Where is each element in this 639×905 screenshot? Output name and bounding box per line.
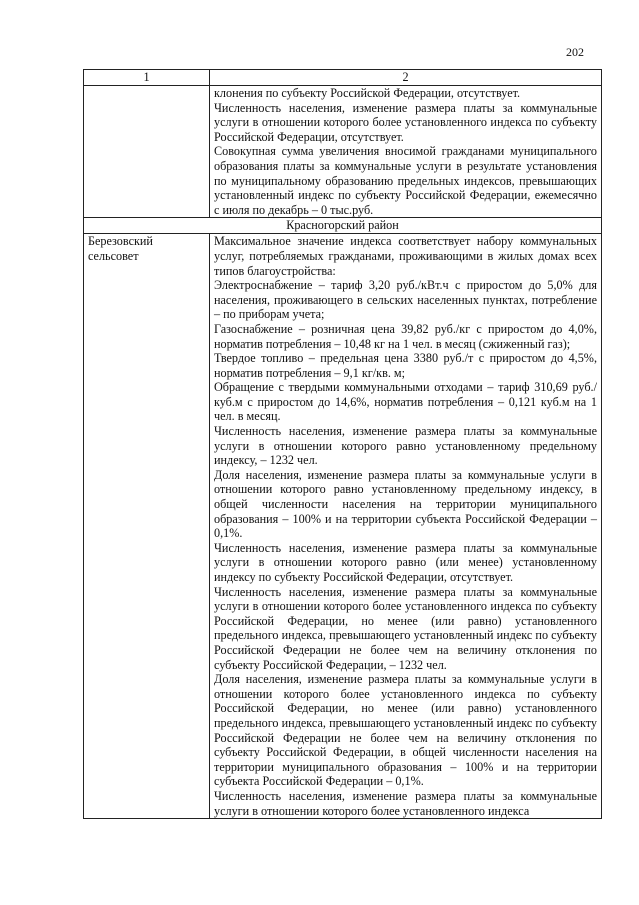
paragraph: Численность населения, изменение размера платы за коммунальные услуги в отношении которого более установленного индекса по субъекту Российской Федерации, отсутствует. [214, 100, 597, 144]
document-table [83, 69, 602, 819]
continuation-cell [210, 86, 602, 218]
table-header-row [84, 70, 602, 86]
paragraph: Численность населения, изменение размера платы за коммунальные услуги в отношении которого равно установленному предельному индексу, – 1232 чел. [214, 424, 597, 468]
paragraph: Совокупная сумма увеличения вносимой гражданами муниципального образования платы за коммунальные услуги в результате установления по муниципальному образованию предельных индексов, превышающих установленный индекс по субъекту Российской Федерации, ежемесячно с июля по декабрь – 0 тыс.руб. [214, 144, 597, 217]
empty-cell [84, 86, 210, 218]
paragraph: Численность населения, изменение размера платы за коммунальные услуги в отношении которого более установленного индекса [214, 788, 597, 818]
paragraph: Доля населения, изменение размера платы за коммунальные услуги в отношении которого равно установленному предельному индексу, в общей численности населения на территории муниципального образования – 100% и на территории субъекта Российской Федерации – 0,1%. [214, 467, 597, 541]
column-header-1: 1 [84, 70, 210, 86]
column-header-2: 2 [210, 70, 602, 86]
table-row-continuation [84, 86, 602, 218]
region-row [84, 218, 602, 234]
municipality-details-cell [210, 234, 602, 819]
paragraph: клонения по субъекту Российской Федерации, отсутствует. [214, 86, 521, 100]
paragraph: Численность населения, изменение размера платы за коммунальные услуги в отношении которого равно (или менее) установленному индексу по субъекту Российской Федерации, отсутствует. [214, 540, 597, 584]
paragraph: Численность населения, изменение размера платы за коммунальные услуги в отношении которого более установленного индекса по субъекту Российской Федерации, но менее (или равно) установленного предельного индекса, превышающего установленный индекс по субъекту Российской Федерации не более чем на величину отклонения по субъекту Российской Федерации, – 1232 чел. [214, 584, 597, 672]
paragraph: Электроснабжение – тариф 3,20 руб./кВт.ч с приростом до 5,0% для населения, проживающего в сельских населенных пунктах, потребление – по приборам учета; [214, 278, 597, 322]
paragraph: Газоснабжение – розничная цена 39,82 руб./кг с приростом до 4,0%, норматив потребления – 10,48 кг на 1 чел. в месяц (сжиженный газ); [214, 321, 597, 351]
municipality-cell [84, 234, 210, 819]
paragraph: Обращение с твердыми коммунальными отходами – тариф 310,69 руб./куб.м с приростом до 14,6%, норматив потребления – 0,121 куб.м на 1 чел. в месяц. [214, 380, 597, 424]
page-number: 202 [566, 45, 584, 59]
region-title: Красногорский район [84, 218, 602, 234]
table-row-municipality [84, 234, 602, 819]
municipality-name-line-1: Березовский [88, 234, 153, 249]
municipality-name-line-2: сельсовет [88, 248, 139, 263]
paragraph: Доля населения, изменение размера платы за коммунальные услуги в отношении которого более установленного индекса по субъекту Российской Федерации, но менее (или равно) установленного предельного индекса, превышающего установленный индекс по субъекту Российской Федерации не более чем на величину отклонения по субъекту Российской Федерации, в общей численности населения на территории муниципального образования – 100% и на территории субъекта Российской Федерации – 0,1%. [214, 672, 597, 789]
paragraph: Максимальное значение индекса соответствует набору коммунальных услуг, потребляемых гражданами, проживающими в жилых домах всех типов благоустройства: [214, 234, 597, 278]
paragraph: Твердое топливо – предельная цена 3380 руб./т с приростом до 4,5%, норматив потребления – 9,1 кг/кв. м; [214, 351, 597, 380]
